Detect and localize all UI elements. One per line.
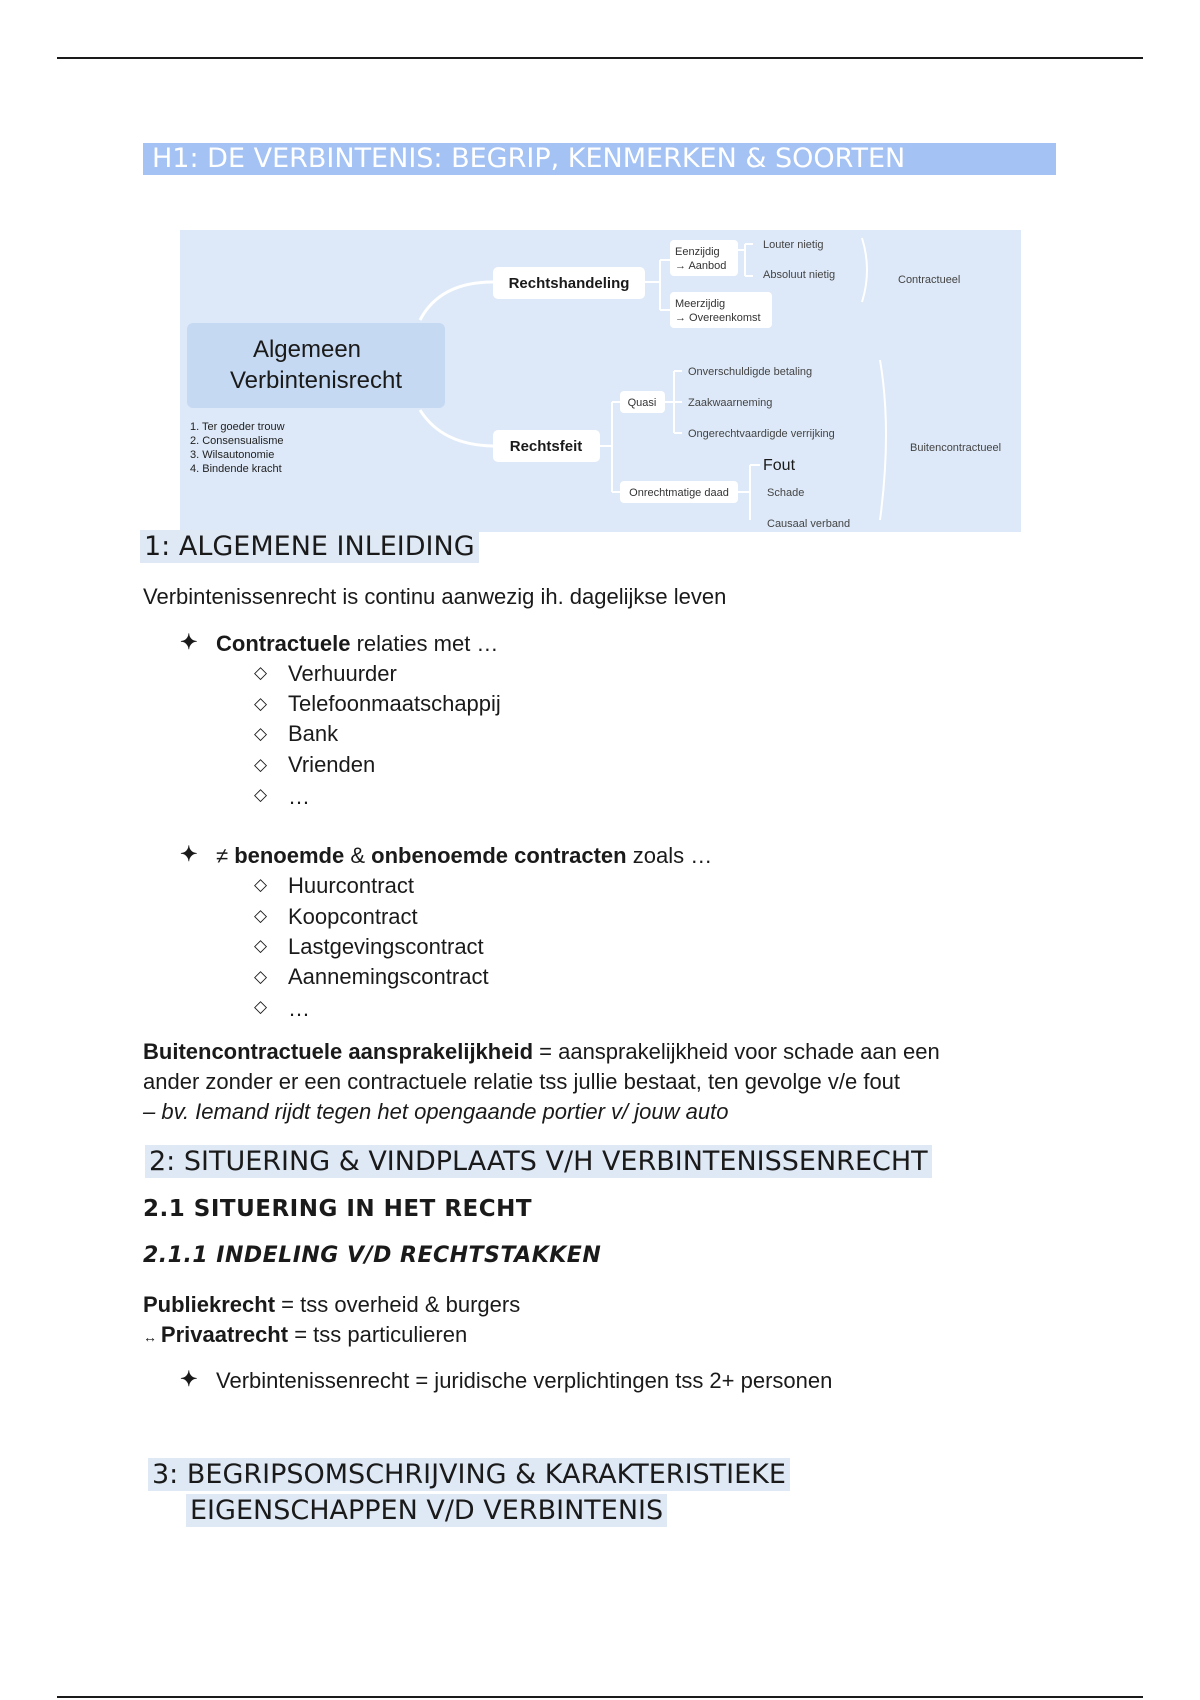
bullet-contractuele <box>216 629 498 659</box>
aanbod-label: → Aanbod <box>675 260 727 272</box>
diamond-icon: ◇ <box>254 785 268 804</box>
schade-label: Schade <box>767 487 805 499</box>
definition-line-1 <box>143 1037 940 1067</box>
onrechtmatige-label: Onrechtmatige daad <box>629 487 729 499</box>
meerzijdig-label: Meerzijdig <box>675 298 726 310</box>
list-item: Bank <box>288 721 339 746</box>
star-bullet-icon: ✦ <box>180 631 198 654</box>
publiekrecht-line <box>143 1290 520 1320</box>
diamond-icon: ◇ <box>254 663 268 682</box>
list-item: Koopcontract <box>288 904 418 929</box>
principle-1: 1. Ter goeder trouw <box>190 421 285 433</box>
definition-rest: = aansprakelijkheid voor schade aan een <box>533 1039 940 1064</box>
privaatrecht-rest: = tss particulieren <box>288 1322 468 1347</box>
publiekrecht-term: Publiekrecht <box>143 1292 276 1317</box>
diamond-icon: ◇ <box>254 906 268 925</box>
onverschuldigde-label: Onverschuldigde betaling <box>688 366 813 378</box>
central-node-line2: Verbintenisrecht <box>229 367 403 394</box>
louter-nietig-label: Louter nietig <box>763 239 824 251</box>
section-2-heading: 2: SITUERING & VINDPLAATS V/H VERBINTENISSENRECHT <box>145 1145 932 1178</box>
causaal-label: Causaal verband <box>767 518 851 530</box>
bullet-contracten-bold1: benoemde <box>234 843 345 868</box>
list-item: Huurcontract <box>288 873 414 898</box>
zaakwaarneming-label: Zaakwaarneming <box>688 397 773 409</box>
list-item: Verhuurder <box>288 661 397 686</box>
publiekrecht-rest: = tss overheid & burgers <box>275 1292 521 1317</box>
definition-line-2: ander zonder er een contractuele relatie tss jullie bestaat, ten gevolge v/e fout <box>143 1069 901 1094</box>
definition-term: Buitencontractuele aansprakelijkheid <box>143 1039 534 1064</box>
bullet-contractuele-bold: Contractuele <box>216 631 351 656</box>
list-item: … <box>288 784 310 809</box>
star-bullet-icon: ✦ <box>180 1368 198 1391</box>
list-item: … <box>288 996 310 1021</box>
rechtsfeit-label: Rechtsfeit <box>509 438 583 455</box>
footer-rule <box>57 1696 1143 1698</box>
arrow-lr-icon: ↔ <box>143 1329 161 1345</box>
diamond-icon: ◇ <box>254 936 268 955</box>
rechtshandeling-label: Rechtshandeling <box>508 275 630 292</box>
bullet-contracten-rest: zoals … <box>626 843 713 868</box>
diamond-icon: ◇ <box>254 724 268 743</box>
diamond-icon: ◇ <box>254 875 268 894</box>
section-1-heading: 1: ALGEMENE INLEIDING <box>140 530 479 563</box>
star-bullet-icon: ✦ <box>180 843 198 866</box>
diamond-icon: ◇ <box>254 755 268 774</box>
overeenkomst-label: → Overeenkomst <box>675 312 761 324</box>
eenzijdig-label: Eenzijdig <box>675 246 720 258</box>
contractueel-label: Contractueel <box>898 274 961 286</box>
list-item: Telefoonmaatschappij <box>288 691 501 716</box>
section-1-intro: Verbintenissenrecht is continu aanwezig ih. dagelijkse leven <box>143 584 727 609</box>
quasi-label: Quasi <box>627 397 657 409</box>
principle-4: 4. Bindende kracht <box>190 463 282 475</box>
privaatrecht-line <box>143 1320 467 1352</box>
absoluut-nietig-label: Absoluut nietig <box>763 269 836 281</box>
diamond-icon: ◇ <box>254 694 268 713</box>
bullet-contractuele-rest: relaties met … <box>350 631 499 656</box>
definition-example: – bv. Iemand rijdt tegen het opengaande portier v/ jouw auto <box>143 1099 729 1124</box>
list-item: Aannemingscontract <box>288 964 489 989</box>
central-node-line1: Algemeen <box>252 336 362 363</box>
bullet-contracten <box>216 841 712 871</box>
privaatrecht-term: Privaatrecht <box>160 1322 289 1347</box>
section-3-heading-line-1: 3: BEGRIPSOMSCHRIJVING & KARAKTERISTIEKE <box>148 1458 790 1491</box>
bullet-contracten-pre: ≠ <box>216 843 235 868</box>
mindmap-diagram <box>180 230 1021 532</box>
chapter-title: H1: DE VERBINTENIS: BEGRIP, KENMERKEN & SOORTEN <box>143 143 1056 175</box>
ongerechtvaardigde-label: Ongerechtvaardigde verrijking <box>688 428 835 440</box>
bullet-contracten-mid: & <box>344 843 372 868</box>
verbintenissenrecht-bullet: Verbintenissenrecht = juridische verplichtingen tss 2+ personen <box>216 1368 833 1393</box>
fout-label: Fout <box>763 457 796 474</box>
principle-3: 3. Wilsautonomie <box>190 449 275 461</box>
buitencontractueel-label: Buitencontractueel <box>910 442 1002 454</box>
diamond-icon: ◇ <box>254 967 268 986</box>
list-item: Lastgevingscontract <box>288 934 484 959</box>
list-item: Vrienden <box>288 752 376 777</box>
bullet-contracten-bold2: onbenoemde contracten <box>371 843 627 868</box>
diamond-icon: ◇ <box>254 997 268 1016</box>
header-rule <box>57 57 1143 59</box>
section-3-heading-line-2: EIGENSCHAPPEN V/D VERBINTENIS <box>186 1494 667 1527</box>
subsection-2-1-1-heading: 2.1.1 INDELING V/D RECHTSTAKKEN <box>143 1243 602 1268</box>
subsection-2-1-heading: 2.1 SITUERING IN HET RECHT <box>143 1196 533 1222</box>
principle-2: 2. Consensualisme <box>190 435 284 447</box>
